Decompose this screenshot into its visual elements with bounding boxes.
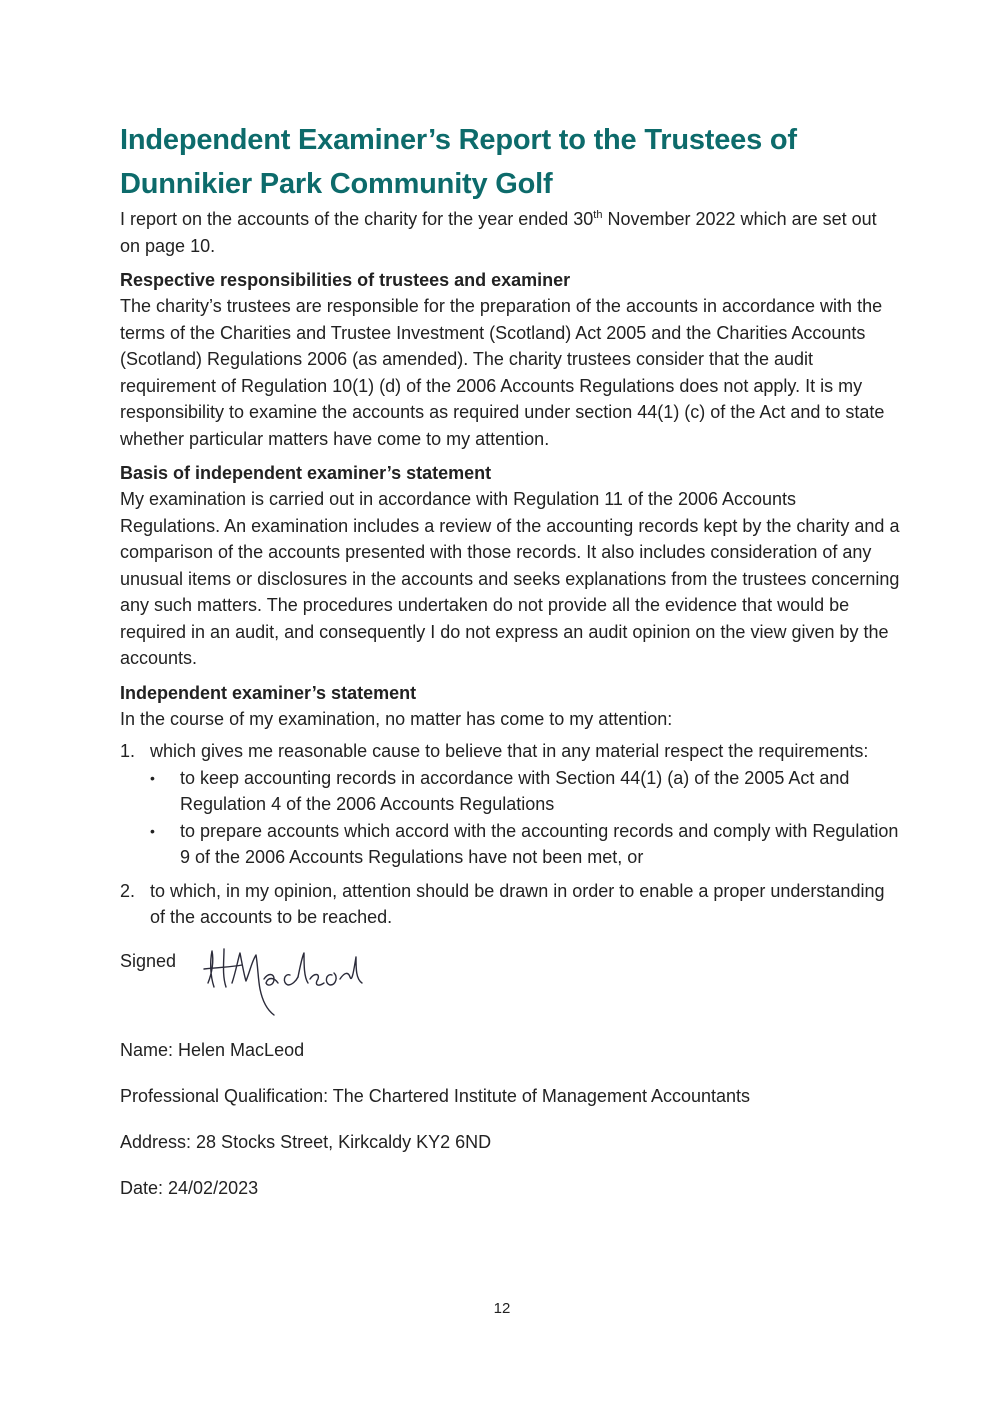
- examiner-address: Address: 28 Stocks Street, Kirkcaldy KY2 6ND: [120, 1131, 492, 1152]
- section-heading-responsibilities: Respective responsibilities of trustees and examiner: [120, 270, 571, 290]
- requirements-list: [150, 765, 900, 871]
- examiner-name: Name: Helen MacLeod: [120, 1039, 305, 1060]
- list-item-text: which gives me reasonable cause to believe that in any material respect the requirements:: [150, 741, 869, 761]
- bullet-icon: •: [150, 822, 155, 839]
- intro-text-end: November 2022 which are set out on page 10.: [120, 209, 877, 256]
- list-item: [150, 765, 900, 818]
- bullet-icon: •: [150, 769, 155, 786]
- findings-list: [120, 738, 900, 931]
- signature-text: HMacleod: [202, 1021, 207, 1023]
- signed-label: Signed: [120, 950, 177, 971]
- list-item: [120, 878, 900, 931]
- report-date: Date: 24/02/2023: [120, 1177, 259, 1198]
- page-number: 12: [493, 1300, 511, 1317]
- list-number: 2.: [120, 880, 136, 901]
- document-page: [120, 118, 900, 1201]
- list-item: [120, 738, 900, 871]
- intro-paragraph: [120, 206, 900, 259]
- examiner-qualification: Professional Qualification: The Chartered Institute of Management Accountants: [120, 1085, 751, 1106]
- section-body-responsibilities: The charity’s trustees are responsible for the preparation of the accounts in accordance with the terms of the Charities and Trustee Investment (Scotland) Act 2005 and the Charities Accounts (Scotland) Regulations 2006 (as amended). The charity trustees consider that the audit requirement of Regulation 10(1) (d) of the 2006 Accounts Regulations does not apply. It is my responsibility to examine the accounts as required under section 44(1) (c) of the Act and to state whether particular matters have come to my attention.: [120, 296, 885, 449]
- section-heading-statement: Independent examiner’s statement: [120, 682, 417, 703]
- title-line-2: Dunnikier Park Community Golf: [120, 168, 553, 200]
- signature-block: [120, 949, 900, 1027]
- title-line-1: Independent Examiner’s Report to the Trustees of: [120, 124, 797, 156]
- list-number: 1.: [120, 741, 136, 761]
- intro-superscript: th: [593, 209, 603, 221]
- section-body-statement: In the course of my examination, no matter has come to my attention:: [120, 708, 673, 729]
- section-heading-basis: Basis of independent examiner’s statement: [120, 463, 492, 483]
- signature-image: [202, 943, 372, 1023]
- intro-text-start: I report on the accounts of the charity for the year ended 30: [120, 209, 594, 229]
- bullet-text: to prepare accounts which accord with the accounting records and comply with Regulation 9 of the 2006 Accounts Regulations have not been met, or: [180, 820, 899, 867]
- list-item-text: to which, in my opinion, attention should be drawn in order to enable a proper understanding of the accounts to be reached.: [150, 880, 885, 927]
- section-body-basis: My examination is carried out in accordance with Regulation 11 of the 2006 Accounts Regulations. An examination includes a review of the accounting records kept by the charity and a comparison of the accounts presented with those records. It also includes consideration of any unusual items or disclosures in the accounts and seeks explanations from the trustees concerning any such matters. The procedures undertaken do not provide all the evidence that would be required in an audit, and consequently I do not express an audit opinion on the view given by the accounts.: [120, 489, 900, 668]
- bullet-text: to keep accounting records in accordance with Section 44(1) (a) of the 2005 Act and Regulation 4 of the 2006 Accounts Regulations: [180, 767, 850, 814]
- list-item: [150, 818, 900, 871]
- report-title: [120, 118, 900, 206]
